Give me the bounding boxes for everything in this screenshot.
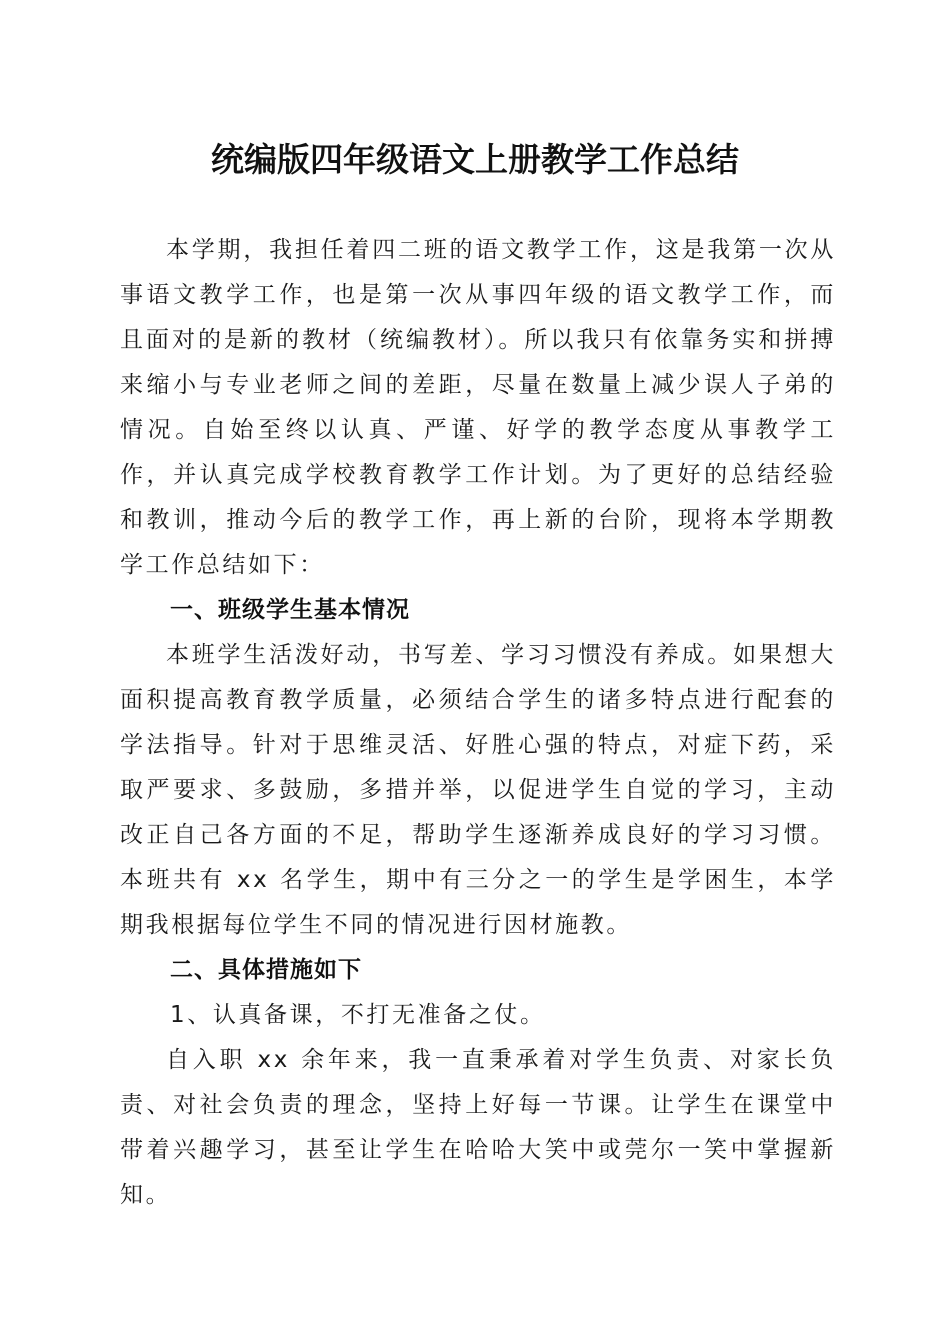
document-body	[120, 228, 836, 1218]
intro-paragraph: 本学期，我担任着四二班的语文教学工作，这是我第一次从事语文教学工作，也是第一次从事四年级的语文教学工作，而且面对的是新的教材（统编教材）。所以我只有依靠务实和拼搏来缩小与专业老师之间的差距，尽量在数量上减少误人子弟的情况。自始至终以认真、严谨、好学的教学态度从事教学工作，并认真完成学校教育教学工作计划。为了更好的总结经验和教训，推动今后的教学工作，再上新的台阶，现将本学期教学工作总结如下：	[120, 237, 836, 578]
class-situation-paragraph: 本班学生活泼好动，书写差、学习习惯没有养成。如果想大面积提高教育教学质量，必须结合学生的诸多特点进行配套的学法指导。针对于思维灵活、好胜心强的特点，对症下药，采取严要求、多鼓励，多措并举，以促进学生自觉的学习，主动改正自己各方面的不足，帮助学生逐渐养成良好的学习习惯。本班共有 xx 名学生，期中有三分之一的学生是学困生，本学期我根据每位学生不同的情况进行因材施教。	[120, 642, 836, 938]
measure-item-1: 1、认真备课，不打无准备之仗。	[170, 1002, 546, 1028]
document-title: 统编版四年级语文上册教学工作总结	[211, 140, 739, 179]
section-heading-measures: 二、具体措施如下	[170, 957, 362, 983]
measures-paragraph: 自入职 xx 余年来，我一直秉承着对学生负责、对家长负责、对社会负责的理念，坚持上好每一节课。让学生在课堂中带着兴趣学习，甚至让学生在哈哈大笑中或莞尔一笑中掌握新知。	[120, 1047, 836, 1208]
section-heading-class-situation: 一、班级学生基本情况	[170, 597, 410, 623]
